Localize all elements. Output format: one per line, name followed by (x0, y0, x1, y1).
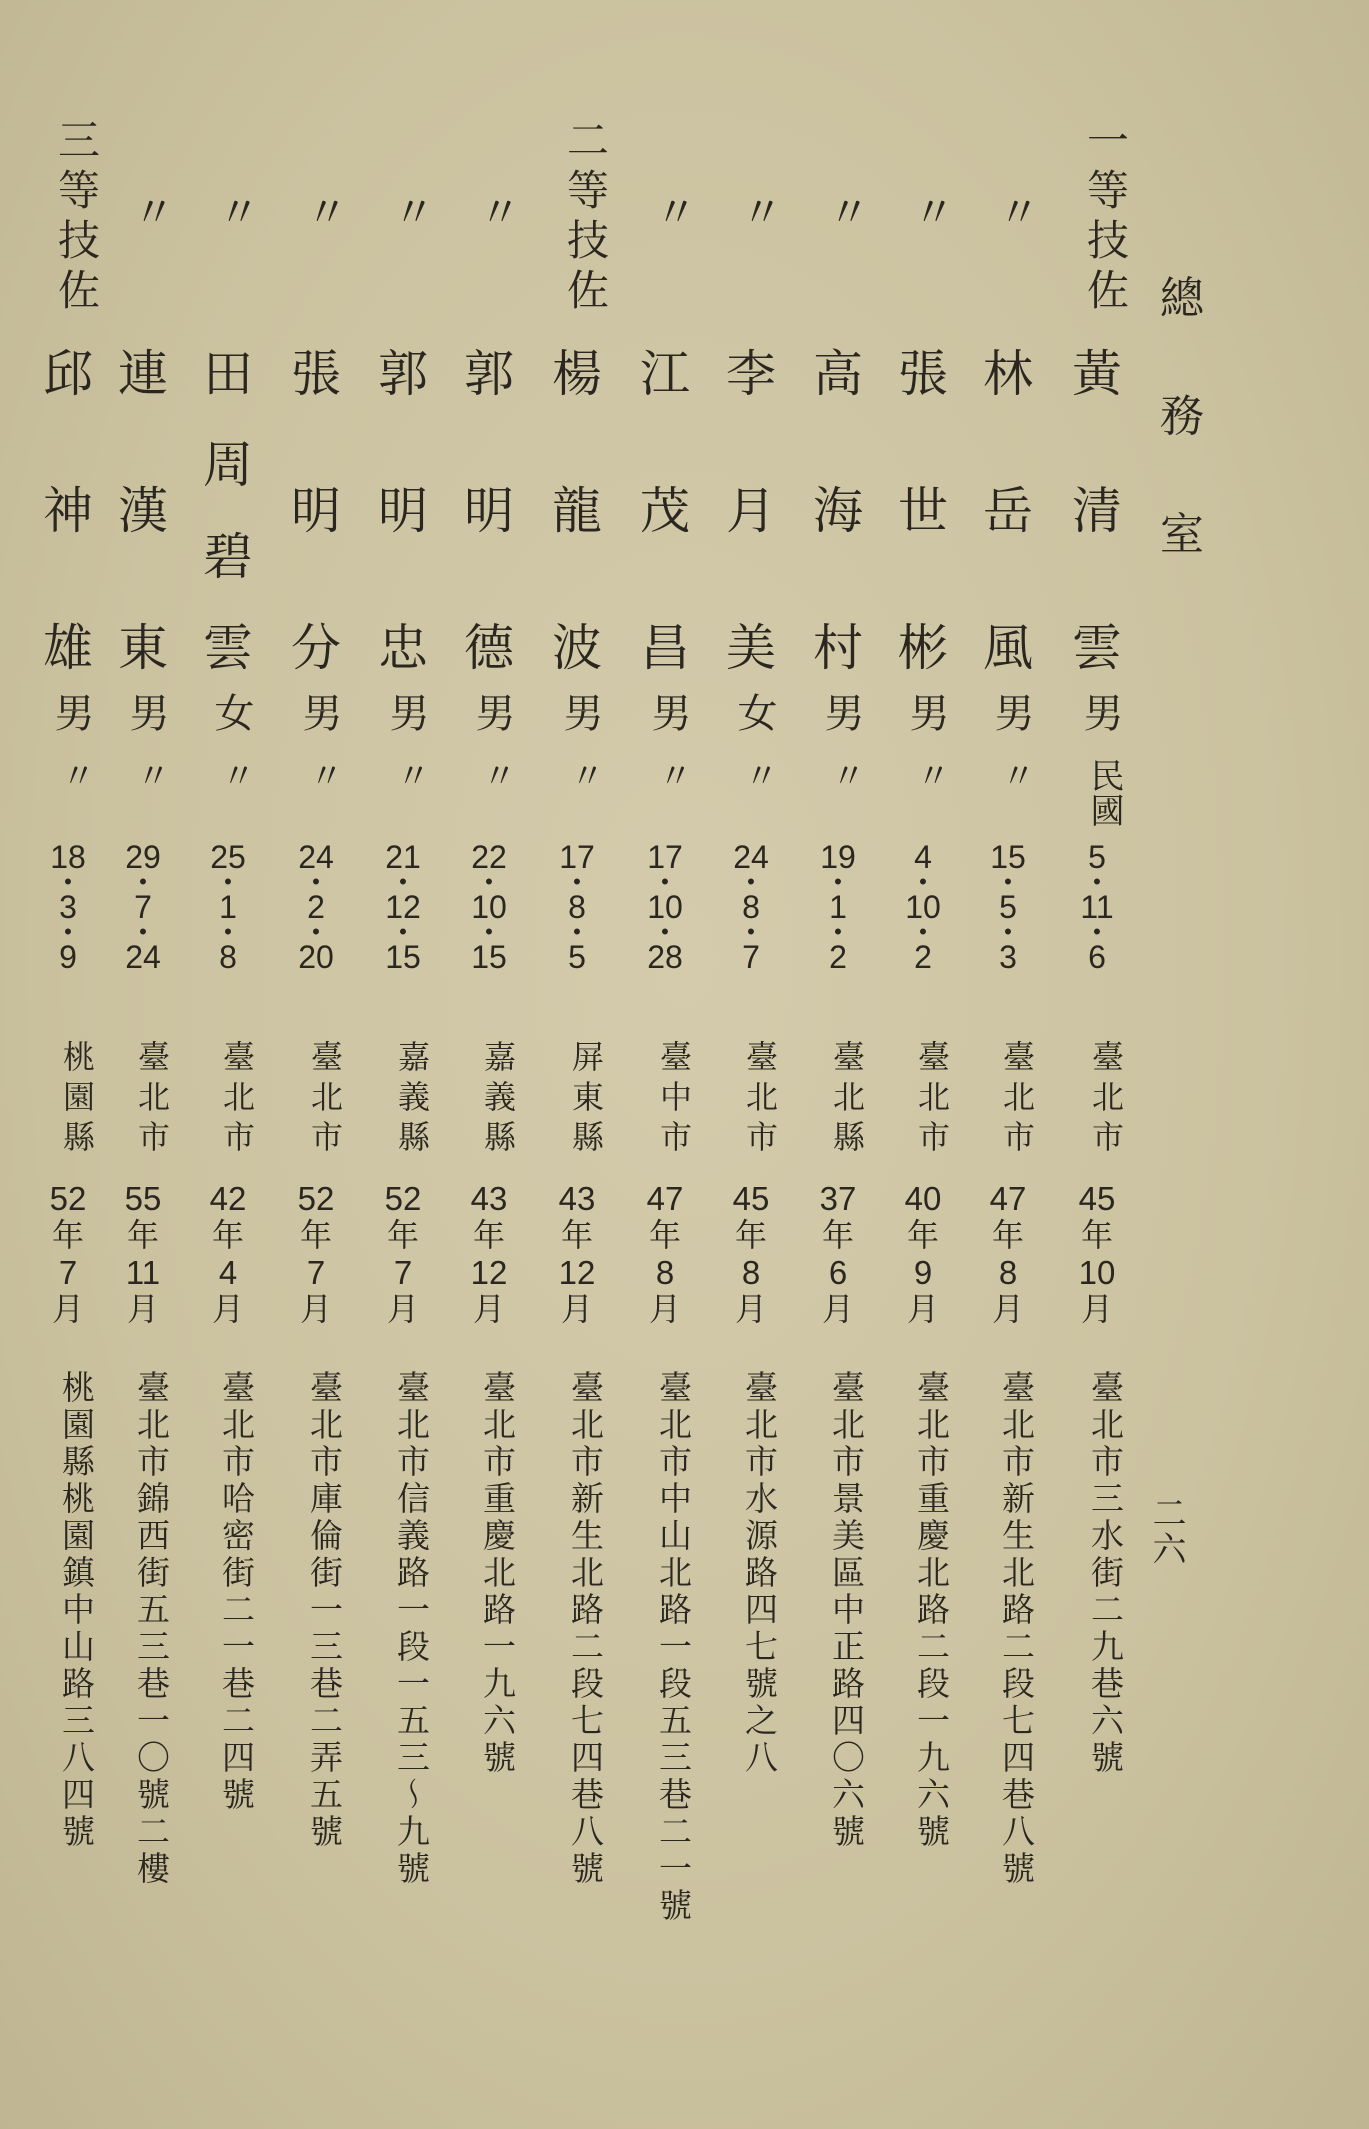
staff-name (806, 346, 870, 676)
name-char: 茂 (640, 482, 690, 540)
gender: 男 (988, 692, 1034, 732)
name-char: 雄 (43, 619, 93, 677)
birth-month: 11 (1080, 889, 1114, 925)
birth-day: 3 (999, 939, 1017, 975)
staff-entry-column (545, 0, 609, 2129)
separator-dot: • (139, 919, 147, 944)
separator-dot: • (747, 869, 755, 894)
entry-date (1065, 1180, 1129, 1328)
birth-month: 8 (568, 889, 586, 925)
entry-year: 43 (470, 1180, 508, 1217)
entry-year: 43 (558, 1180, 596, 1217)
name-char: 邱 (43, 345, 93, 403)
separator-dot: • (224, 919, 232, 944)
separator-dot: • (1093, 869, 1101, 894)
rank-label: 一等技佐 (1081, 118, 1130, 318)
rank-label: 〃 (992, 190, 1041, 240)
era-prefix: 〃 (910, 758, 950, 793)
entry-date (111, 1180, 175, 1328)
birth-day: 7 (742, 939, 760, 975)
separator-dot: • (1004, 919, 1012, 944)
rank-label: 〃 (473, 190, 522, 240)
entry-year: 52 (297, 1180, 335, 1217)
birth-month: 10 (647, 889, 683, 925)
month-label: 月 (299, 1290, 332, 1328)
name-char: 清 (1072, 482, 1122, 540)
gender: 男 (383, 692, 429, 732)
address: 臺北市庫倫街一三巷二弄五號 (305, 1370, 344, 1851)
gender: 男 (296, 692, 342, 732)
name-char: 明 (464, 482, 514, 540)
birth-month: 8 (742, 889, 760, 925)
staff-entry-column (457, 0, 521, 2129)
separator-dot: • (312, 919, 320, 944)
section-title-char: 總 (1160, 273, 1204, 324)
entry-month: 7 (58, 1254, 78, 1291)
entry-date (371, 1180, 435, 1328)
address: 臺北市重慶北路一九六號 (478, 1370, 517, 1777)
section-title-char: 室 (1160, 509, 1204, 560)
birthplace: 臺北縣 (828, 1040, 866, 1160)
rank-label: 〃 (300, 190, 349, 240)
era-prefix: 民國 (1084, 758, 1124, 828)
separator-dot: • (224, 869, 232, 894)
entry-month: 4 (218, 1254, 238, 1291)
birth-date (976, 839, 1040, 975)
separator-dot: • (1093, 919, 1101, 944)
year-label: 年 (472, 1216, 505, 1254)
name-char: 雲 (203, 618, 253, 677)
staff-entry-column (633, 0, 697, 2129)
name-char: 江 (640, 345, 690, 403)
entry-date (633, 1180, 697, 1328)
month-label: 月 (906, 1290, 939, 1328)
era-prefix: 〃 (652, 758, 692, 793)
birth-year: 25 (210, 839, 246, 875)
birth-day: 9 (59, 939, 77, 975)
birthplace: 桃園縣 (58, 1040, 96, 1160)
address: 臺北市景美區中正路四〇六號 (827, 1370, 866, 1851)
era-prefix: 〃 (390, 758, 430, 793)
entry-month: 8 (741, 1254, 761, 1291)
birth-month: 1 (219, 889, 237, 925)
address: 臺北市錦西街五三巷一〇號二樓 (132, 1370, 171, 1888)
birth-date (633, 839, 697, 975)
entry-year: 40 (904, 1180, 942, 1217)
birth-month: 3 (59, 889, 77, 925)
era-prefix: 〃 (738, 758, 778, 793)
entry-month: 7 (306, 1254, 326, 1291)
year-label: 年 (299, 1216, 332, 1254)
entry-month: 7 (393, 1254, 413, 1291)
birth-year: 18 (50, 839, 86, 875)
birth-date (1065, 839, 1129, 975)
separator-dot: • (573, 869, 581, 894)
separator-dot: • (919, 869, 927, 894)
birth-date (371, 839, 435, 975)
staff-entry-column (36, 0, 100, 2129)
name-char: 周 (203, 436, 253, 495)
entry-year: 47 (989, 1180, 1027, 1217)
address: 臺北市新生北路二段七四巷八號 (997, 1370, 1036, 1888)
address: 臺北市信義路一段一五三～九號 (392, 1370, 431, 1888)
rank-label: 〃 (387, 190, 436, 240)
birth-year: 17 (559, 839, 595, 875)
entry-date (457, 1180, 521, 1328)
staff-name (457, 346, 521, 676)
birth-year: 5 (1088, 839, 1106, 875)
entry-date (284, 1180, 348, 1328)
separator-dot: • (312, 869, 320, 894)
birth-month: 5 (999, 889, 1017, 925)
month-label: 月 (126, 1290, 159, 1328)
entry-year: 52 (49, 1180, 87, 1217)
birth-year: 29 (125, 839, 161, 875)
birthplace: 臺北市 (913, 1040, 951, 1160)
rank-label: 三等技佐 (52, 118, 101, 318)
address: 臺北市中山北路一段五三巷二一號 (654, 1370, 693, 1925)
staff-entry-column (111, 0, 175, 2129)
address: 臺北市重慶北路二段一九六號 (912, 1370, 951, 1851)
birth-date (457, 839, 521, 975)
name-char: 波 (552, 619, 602, 677)
month-label: 月 (51, 1290, 84, 1328)
name-char: 世 (898, 482, 948, 540)
separator-dot: • (747, 919, 755, 944)
year-label: 年 (1080, 1216, 1113, 1254)
rank-label: 〃 (649, 190, 698, 240)
year-label: 年 (211, 1216, 244, 1254)
birthplace: 臺北市 (998, 1040, 1036, 1160)
name-char: 彬 (898, 619, 948, 677)
name-char: 碧 (203, 527, 253, 586)
separator-dot: • (1004, 869, 1012, 894)
birthplace: 臺北市 (133, 1040, 171, 1160)
gender: 男 (818, 692, 864, 732)
birth-day: 20 (298, 939, 334, 975)
birthplace: 臺北市 (741, 1040, 779, 1160)
birth-month: 12 (385, 889, 421, 925)
year-label: 年 (906, 1216, 939, 1254)
address: 臺北市哈密街二一巷二四號 (217, 1370, 256, 1814)
name-char: 連 (118, 345, 168, 403)
rank-label: 〃 (822, 190, 871, 240)
birthplace: 臺北市 (1087, 1040, 1125, 1160)
rank-label: 〃 (212, 190, 261, 240)
entry-year: 42 (209, 1180, 247, 1217)
entry-year: 45 (1078, 1180, 1116, 1217)
entry-month: 12 (470, 1254, 508, 1291)
birth-day: 6 (1088, 939, 1106, 975)
staff-entry-column (371, 0, 435, 2129)
birthplace: 臺北市 (218, 1040, 256, 1160)
name-char: 風 (983, 619, 1033, 677)
era-prefix: 〃 (303, 758, 343, 793)
entry-year: 47 (646, 1180, 684, 1217)
birth-month: 2 (307, 889, 325, 925)
birth-date (111, 839, 175, 975)
name-char: 昌 (640, 619, 690, 677)
birth-date (196, 839, 260, 975)
entry-date (891, 1180, 955, 1328)
month-label: 月 (211, 1290, 244, 1328)
birth-year: 21 (385, 839, 421, 875)
entry-month: 8 (655, 1254, 675, 1291)
birthplace: 臺中市 (655, 1040, 693, 1160)
address: 臺北市新生北路二段七四巷八號 (566, 1370, 605, 1888)
month-label: 月 (386, 1290, 419, 1328)
entry-month: 8 (998, 1254, 1018, 1291)
gender: 女 (208, 692, 254, 732)
month-label: 月 (472, 1290, 505, 1328)
name-char: 楊 (552, 345, 602, 403)
address: 臺北市三水街二九巷六號 (1086, 1370, 1125, 1777)
name-char: 田 (203, 345, 253, 403)
separator-dot: • (399, 869, 407, 894)
month-label: 月 (991, 1290, 1024, 1328)
name-char: 岳 (983, 482, 1033, 540)
gender: 女 (731, 692, 777, 732)
birth-year: 19 (820, 839, 856, 875)
separator-dot: • (834, 869, 842, 894)
name-char: 張 (291, 345, 341, 403)
staff-entry-column (806, 0, 870, 2129)
birth-year: 24 (298, 839, 334, 875)
birth-day: 2 (829, 939, 847, 975)
birthplace: 嘉義縣 (393, 1040, 431, 1160)
name-char: 美 (726, 619, 776, 677)
year-label: 年 (126, 1216, 159, 1254)
birth-date (891, 839, 955, 975)
separator-dot: • (661, 869, 669, 894)
birthplace: 嘉義縣 (479, 1040, 517, 1160)
name-char: 李 (726, 345, 776, 403)
name-char: 郭 (378, 345, 428, 403)
year-label: 年 (51, 1216, 84, 1254)
entry-date (719, 1180, 783, 1328)
entry-month: 12 (558, 1254, 596, 1291)
birth-year: 15 (990, 839, 1026, 875)
name-char: 雲 (1072, 619, 1122, 677)
name-char: 東 (118, 619, 168, 677)
staff-entry-column (284, 0, 348, 2129)
rank-label: 〃 (907, 190, 956, 240)
birth-month: 10 (905, 889, 941, 925)
year-label: 年 (734, 1216, 767, 1254)
staff-entry-column (891, 0, 955, 2129)
entry-month: 6 (828, 1254, 848, 1291)
era-prefix: 〃 (215, 758, 255, 793)
section-title-char: 務 (1160, 391, 1204, 442)
birth-date (36, 839, 100, 975)
era-prefix: 〃 (825, 758, 865, 793)
gender: 男 (1077, 692, 1123, 732)
name-char: 郭 (464, 345, 514, 403)
month-label: 月 (648, 1290, 681, 1328)
section-title (1150, 262, 1214, 562)
birth-year: 17 (647, 839, 683, 875)
month-label: 月 (734, 1290, 767, 1328)
name-char: 林 (983, 345, 1033, 403)
birthplace: 屏東縣 (567, 1040, 605, 1160)
birth-day: 24 (125, 939, 161, 975)
separator-dot: • (64, 919, 72, 944)
name-char: 龍 (552, 482, 602, 540)
era-prefix: 〃 (564, 758, 604, 793)
rank-label: 〃 (735, 190, 784, 240)
birth-year: 22 (471, 839, 507, 875)
separator-dot: • (399, 919, 407, 944)
birth-day: 8 (219, 939, 237, 975)
entry-month: 11 (125, 1254, 161, 1291)
separator-dot: • (573, 919, 581, 944)
entry-year: 37 (819, 1180, 857, 1217)
birth-date (284, 839, 348, 975)
name-char: 德 (464, 619, 514, 677)
separator-dot: • (919, 919, 927, 944)
staff-name (1065, 346, 1129, 676)
birth-year: 4 (914, 839, 932, 875)
name-char: 忠 (378, 619, 428, 677)
staff-name (36, 346, 100, 676)
entry-year: 55 (124, 1180, 162, 1217)
separator-dot: • (661, 919, 669, 944)
birth-date (719, 839, 783, 975)
entry-date (806, 1180, 870, 1328)
birth-month: 7 (134, 889, 152, 925)
separator-dot: • (834, 919, 842, 944)
name-char: 張 (898, 345, 948, 403)
gender: 男 (123, 692, 169, 732)
entry-month: 9 (913, 1254, 933, 1291)
entry-date (976, 1180, 1040, 1328)
month-label: 月 (821, 1290, 854, 1328)
gender: 男 (469, 692, 515, 732)
era-prefix: 〃 (995, 758, 1035, 793)
staff-name (719, 346, 783, 676)
entry-date (36, 1180, 100, 1328)
birth-day: 15 (471, 939, 507, 975)
staff-name (545, 346, 609, 676)
year-label: 年 (991, 1216, 1024, 1254)
separator-dot: • (485, 919, 493, 944)
entry-date (196, 1180, 260, 1328)
page-number: 二六 (1146, 1495, 1186, 1567)
staff-name (891, 346, 955, 676)
staff-entry-column (196, 0, 260, 2129)
staff-name (111, 346, 175, 676)
name-char: 村 (813, 619, 863, 677)
gender: 男 (645, 692, 691, 732)
staff-entry-column (976, 0, 1040, 2129)
birth-month: 1 (829, 889, 847, 925)
name-char: 分 (291, 619, 341, 677)
separator-dot: • (139, 869, 147, 894)
entry-month: 10 (1078, 1254, 1116, 1291)
month-label: 月 (1080, 1290, 1113, 1328)
staff-name (284, 346, 348, 676)
birth-day: 15 (385, 939, 421, 975)
birth-day: 5 (568, 939, 586, 975)
name-char: 漢 (118, 482, 168, 540)
name-char: 明 (291, 482, 341, 540)
gender: 男 (903, 692, 949, 732)
year-label: 年 (821, 1216, 854, 1254)
entry-year: 45 (732, 1180, 770, 1217)
separator-dot: • (485, 869, 493, 894)
staff-name (371, 346, 435, 676)
year-label: 年 (648, 1216, 681, 1254)
gender: 男 (48, 692, 94, 732)
birth-year: 24 (733, 839, 769, 875)
name-char: 月 (726, 482, 776, 540)
era-prefix: 〃 (130, 758, 170, 793)
birth-day: 2 (914, 939, 932, 975)
year-label: 年 (560, 1216, 593, 1254)
era-prefix: 〃 (55, 758, 95, 793)
separator-dot: • (64, 869, 72, 894)
gender: 男 (557, 692, 603, 732)
staff-entry-column (719, 0, 783, 2129)
rank-label: 二等技佐 (561, 118, 610, 318)
staff-name (633, 346, 697, 676)
birth-date (545, 839, 609, 975)
address: 臺北市水源路四七號之八 (740, 1370, 779, 1777)
birthplace: 臺北市 (306, 1040, 344, 1160)
name-char: 神 (43, 482, 93, 540)
month-label: 月 (560, 1290, 593, 1328)
name-char: 明 (378, 482, 428, 540)
birth-date (806, 839, 870, 975)
name-char: 黃 (1072, 345, 1122, 403)
staff-entry-column (1065, 0, 1129, 2129)
rank-label: 〃 (127, 190, 176, 240)
entry-year: 52 (384, 1180, 422, 1217)
name-char: 海 (813, 482, 863, 540)
address: 桃園縣桃園鎮中山路三八四號 (57, 1370, 96, 1851)
birth-month: 10 (471, 889, 507, 925)
staff-name (196, 346, 260, 676)
year-label: 年 (386, 1216, 419, 1254)
staff-name (976, 346, 1040, 676)
entry-date (545, 1180, 609, 1328)
era-prefix: 〃 (476, 758, 516, 793)
birth-day: 28 (647, 939, 683, 975)
name-char: 高 (813, 345, 863, 403)
